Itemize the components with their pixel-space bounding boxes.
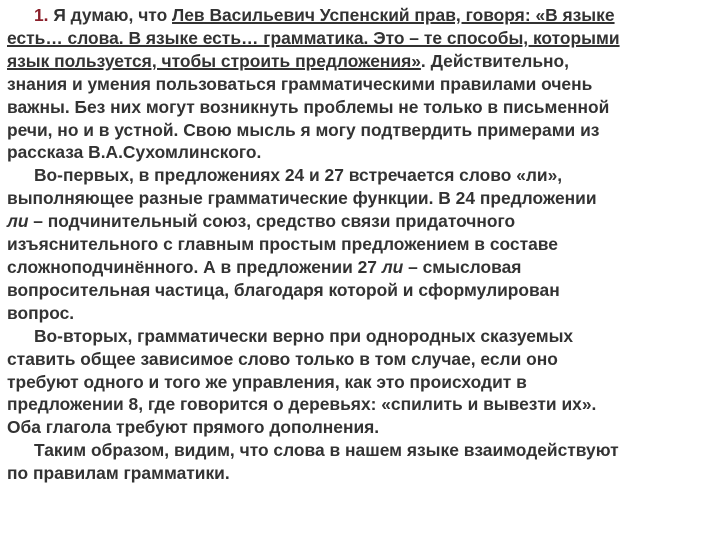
text-line: речи, но и в устной. Свою мысль я могу подтвердить примерами из (7, 119, 600, 140)
item-number: 1. (34, 5, 49, 25)
text-line: знания и умения пользоваться грамматическими правилами очень (7, 73, 593, 94)
text-line: выполняющее разные грамматические функции. В 24 предложении (7, 188, 597, 209)
quote-underlined: язык пользуется, чтобы строить предложения» (7, 50, 421, 71)
text-line: 1. Я думаю, что Лев Васильевич Успенский прав, говоря: «В языке (34, 5, 615, 25)
quote-underlined: есть… слова. В языке есть… грамматика. Это – те способы, которыми (7, 27, 620, 48)
text-line: изъяснительного с главным простым предложением в составе (7, 234, 558, 255)
text-line: по правилам грамматики. (7, 463, 230, 484)
text-line: Таким образом, видим, что слова в нашем языке взаимодействуют (34, 440, 619, 461)
text-line (7, 27, 717, 50)
text-line: ли – подчинительный союз, средство связи придаточного (7, 211, 516, 232)
essay-text (7, 4, 717, 485)
paragraph-2 (7, 164, 717, 324)
text-line: ставить общее зависимое слово только в том случае, если оно (7, 348, 558, 369)
quote-underlined: Лев Васильевич Успенский прав, говоря: «В языке (172, 5, 615, 25)
paragraph-4 (7, 439, 717, 485)
text-line: требуют одного и того же управления, как это происходит в (7, 371, 527, 392)
text-line: Во-вторых, грамматически верно при однородных сказуемых (34, 325, 574, 346)
text-line: Во-первых, в предложениях 24 и 27 встречается слово «ли», (34, 165, 563, 186)
italic-word: ли (381, 256, 404, 277)
text-line: вопросительная частица, благодаря которой и сформулирован (7, 279, 560, 300)
text-line: важны. Без них могут возникнуть проблемы не только в письменной (7, 96, 610, 117)
text-line: сложноподчинённого. А в предложении 27 ли – смысловая (7, 256, 522, 277)
paragraph-1 (7, 4, 717, 164)
italic-word: ли (7, 211, 29, 232)
text-line: Оба глагола требуют прямого дополнения. (7, 417, 380, 438)
text-line: язык пользуется, чтобы строить предложения». Действительно, (7, 50, 570, 71)
paragraph-3 (7, 325, 717, 440)
text-line: вопрос. (7, 302, 75, 323)
text-line: предложении 8, где говорится о деревьях: «спилить и вывезти их». (7, 394, 597, 415)
text-line: рассказа В.А.Сухомлинского. (7, 142, 262, 163)
